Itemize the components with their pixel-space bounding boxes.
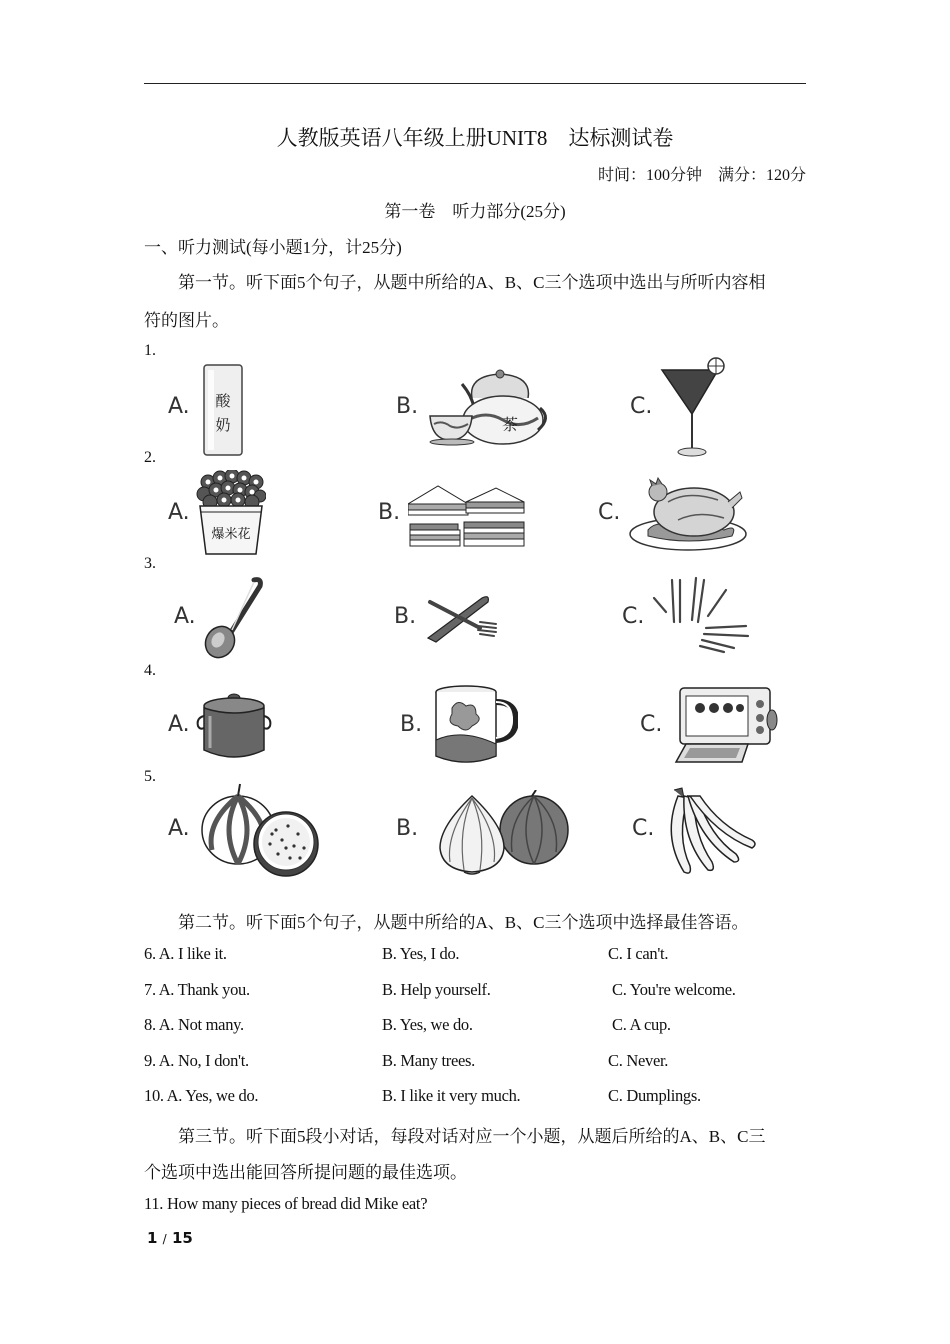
part3-instruction-cont: 个选项中选出能回答所提问题的最佳选项。 (144, 1163, 467, 1182)
option-label: A. (168, 394, 190, 419)
current-page: 1 (147, 1229, 158, 1247)
q8-option-c: C. A cup. (612, 1015, 671, 1034)
popcorn-bucket-icon (196, 470, 266, 556)
tea-char: 茶 (501, 415, 519, 434)
total-pages: 15 (171, 1229, 193, 1247)
option-label: C. (622, 604, 645, 629)
option-label: C. (640, 712, 663, 737)
sandwiches-icon (408, 484, 526, 548)
option-label: B. (400, 712, 423, 737)
q7-option-b: B. Help yourself. (382, 980, 491, 999)
q7-option-c: C. You're welcome. (612, 980, 736, 999)
question-number: 5. (144, 768, 156, 785)
page-separator: / (162, 1232, 167, 1246)
part1-instruction: 第一节。听下面5个句子，从题中所给的A、B、C三个选项中选出与所听内容相 (178, 273, 766, 292)
yogurt-char-2: 奶 (215, 416, 231, 434)
part2-instruction: 第二节。听下面5个句子，从题中所给的A、B、C三个选项中选择最佳答语。 (178, 913, 749, 932)
option-label: B. (396, 816, 419, 841)
q9-option-a: 9. A. No, I don't. (144, 1051, 249, 1070)
yogurt-glass-icon (200, 362, 246, 458)
question-number: 1. (144, 342, 156, 359)
cooking-pot-icon (196, 686, 272, 762)
teapot-icon (428, 368, 548, 446)
q11-question: 11. How many pieces of bread did Mike eat? (144, 1194, 428, 1213)
q9-option-b: B. Many trees. (382, 1051, 475, 1070)
q6-option-c: C. I can't. (608, 944, 669, 963)
section-heading: 一、听力测试(每小题1分，计25分) (144, 238, 402, 257)
oven-icon (672, 684, 778, 766)
q7-option-a: 7. A. Thank you. (144, 980, 250, 999)
option-label: C. (632, 816, 655, 841)
part1-instruction-cont: 符的图片。 (144, 311, 229, 330)
part3-instruction: 第三节。听下面5段小对话，每段对话对应一个小题，从题后所给的A、B、C三 (178, 1127, 766, 1146)
q6-option-a: 6. A. I like it. (144, 944, 227, 963)
watermelon-icon (198, 782, 322, 880)
yogurt-char-1: 酸 (215, 392, 231, 410)
option-label: B. (378, 500, 401, 525)
q10-option-a: 10. A. Yes, we do. (144, 1086, 259, 1105)
part-title: 第一卷 听力部分(25分) (384, 202, 566, 221)
option-label: A. (168, 500, 190, 525)
option-label: A. (168, 712, 190, 737)
q10-option-c: C. Dumplings. (608, 1086, 701, 1105)
q9-option-c: C. Never. (608, 1051, 669, 1070)
q6-option-b: B. Yes, I do. (382, 944, 460, 963)
question-number: 3. (144, 555, 156, 572)
option-label: B. (394, 604, 417, 629)
knife-and-fork-icon (424, 592, 500, 644)
bananas-icon (660, 786, 760, 878)
cocktail-glass-icon (656, 356, 732, 460)
q10-option-b: B. I like it very much. (382, 1086, 521, 1105)
header-rule (144, 83, 806, 84)
option-label: A. (168, 816, 190, 841)
option-label: A. (174, 604, 196, 629)
option-label: B. (396, 394, 419, 419)
page-title: 人教版英语八年级上册UNIT8 达标测试卷 (276, 126, 674, 150)
spoon-icon (200, 574, 268, 660)
q8-option-a: 8. A. Not many. (144, 1015, 244, 1034)
mug-icon (432, 684, 518, 766)
onions-icon (432, 790, 572, 876)
popcorn-label: 爆米花 (211, 527, 251, 542)
question-number: 4. (144, 662, 156, 679)
option-label: C. (630, 394, 653, 419)
chopsticks-icon (650, 576, 754, 654)
roast-turkey-icon (628, 472, 748, 554)
option-label: C. (598, 500, 621, 525)
q8-option-b: B. Yes, we do. (382, 1015, 473, 1034)
exam-meta: 时间：100分钟 满分：120分 (597, 167, 806, 184)
question-number: 2. (144, 449, 156, 466)
page-number (147, 1229, 193, 1247)
